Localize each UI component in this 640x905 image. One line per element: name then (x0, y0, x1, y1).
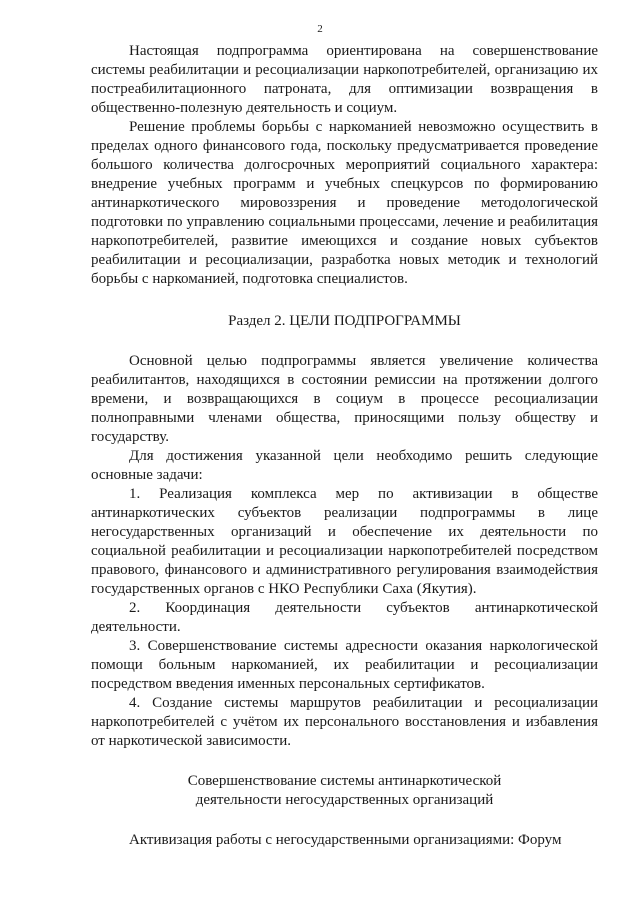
document-body (91, 42, 598, 850)
paragraph-ngo-activation: Активизация работы с негосударственными организациями: Форум (129, 832, 562, 848)
page-number: 2 (317, 23, 323, 35)
paragraph-tasks-intro: Для достижения указанной цели необходимо решить следующие основные задачи: (91, 448, 598, 483)
subsection-heading-line-2: деятельности негосударственных организаций (195, 792, 494, 808)
task-item-4: 4. Создание системы маршрутов реабилитации и ресоциализации наркопотребителей с учётом их персонального восстановления и избавления от наркотической зависимости. (91, 695, 598, 749)
paragraph-subprogram-purpose: Настоящая подпрограмма ориентирована на совершенствование системы реабилитации и ресоциализации наркопотребителей, организацию их постреабилитационного патроната, для оптимизации возвращения в общественно-полезную деятельность и социум. (91, 43, 598, 116)
paragraph-problem-solution: Решение проблемы борьбы с наркоманией невозможно осуществить в пределах одного финансового года, поскольку предусматривается проведение большого количества долгосрочных мероприятий социального характера: внедрение учебных программ и учебных спецкурсов по формированию антинаркотического мировоззрения и проведение методологической подготовки по управлению социальными процессами, лечение и реабилитация наркопотребителей, развитие имеющихся и создание новых субъектов реабилитации и ресоциализации, разработка новых методик и технологий борьбы с наркоманией, подготовка специалистов. (91, 119, 598, 287)
section-2-heading: Раздел 2. ЦЕЛИ ПОДПРОГРАММЫ (228, 313, 461, 329)
task-item-1: 1. Реализация комплекса мер по активизации в обществе антинаркотических субъектов реализации подпрограммы в лице негосударственных организаций и обеспечение их деятельности по социальной реабилитации и ресоциализации наркопотребителей посредством правового, финансового и административного регулирования взаимодействия государственных органов с НКО Республики Саха (Якутия). (91, 486, 598, 597)
task-item-2: 2. Координация деятельности субъектов антинаркотической деятельности. (91, 600, 598, 635)
subsection-heading-line-1: Совершенствование системы антинаркотической (187, 773, 502, 789)
paragraph-main-goal: Основной целью подпрограммы является увеличение количества реабилитантов, находящихся в состоянии ремиссии на протяжении долгого времени, и возвращающихся в социум в процессе ресоциализации полноправными членами общества, приносящими пользу обществу и государству. (91, 353, 598, 445)
task-item-3: 3. Совершенствование системы адресности оказания наркологической помощи больным наркоманией, их реабилитации и ресоциализации посредством введения именных персональных сертификатов. (91, 638, 598, 692)
